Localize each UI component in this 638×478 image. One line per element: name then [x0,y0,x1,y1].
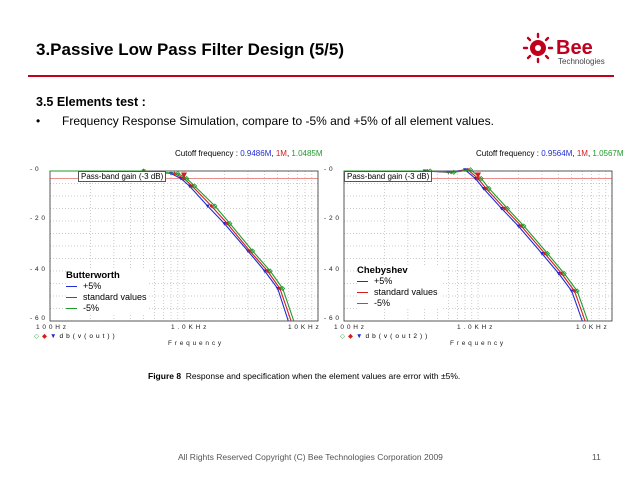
y-tick: - 4 0 [30,266,46,273]
x-tick: 1 . 0 K H z [457,324,493,331]
legend [66,270,148,314]
bee-logo-icon [524,34,552,62]
legend-item: standard values [83,292,147,302]
legend-title: Chebyshev [357,265,408,276]
cutoff-label-butterworth: Cutoff frequency : 0.9486M, 1M, 1.0485M [175,149,323,158]
figure-caption [148,371,460,381]
trace-legend: ◇ ◆ ▼ d b ( v ( o u t ) ) [34,333,116,340]
legend-item: +5% [374,276,393,286]
y-tick: - 2 0 [324,215,340,222]
logo-subtitle: Technologies [558,57,605,66]
cutoff-prefix: Cutoff frequency : [476,149,542,158]
section-heading: 3.5 Elements test : [36,95,146,109]
y-tick: - 6 0 [324,315,340,322]
x-tick: 1 . 0 K H z [171,324,207,331]
legend-item: standard values [374,287,438,297]
title-divider [28,75,614,77]
cutoff-minus5: 1.0567M [592,149,624,158]
trace-legend: ◇ ◆ ▼ d b ( v ( o u t 2 ) ) [340,333,428,340]
legend-swatch-plus5 [357,281,368,282]
legend-item: -5% [374,298,391,308]
x-tick: 1 0 K H z [288,324,320,331]
x-tick: 1 0 K H z [576,324,608,331]
x-tick: 1 0 0 H z [36,324,67,331]
x-axis-label: F r e q u e n c y [450,340,504,347]
legend-swatch-minus5 [66,308,77,309]
figure-label: Figure 8 [148,371,182,381]
chebyshev-chart [322,165,618,345]
y-tick: - 6 0 [30,315,46,322]
legend-swatch-standard [357,292,368,293]
cutoff-prefix: Cutoff frequency : [175,149,241,158]
page-number: 11 [592,452,601,462]
x-tick: 1 0 0 H z [334,324,365,331]
cutoff-std: 1M [275,149,287,158]
cutoff-std: 1M [576,149,588,158]
cutoff-label-chebyshev: Cutoff frequency : 0.9564M, 1M, 1.0567M [476,149,624,158]
footer-copyright: All Rights Reserved Copyright (C) Bee Technologies Corporation 2009 [178,452,443,462]
passband-label: Pass-band gain (-3 dB) [344,171,432,182]
y-tick: - 4 0 [324,266,340,273]
logo-name: Bee [556,37,593,59]
bullet-symbol: • [36,114,41,128]
legend-swatch-standard [66,297,77,298]
y-tick: - 0 [324,166,334,173]
cutoff-plus5: 0.9486M [240,149,272,158]
cutoff-minus5: 1.0485M [291,149,323,158]
legend [357,265,443,309]
y-tick: - 2 0 [30,215,46,222]
page-title: 3.Passive Low Pass Filter Design (5/5) [36,40,345,59]
cutoff-plus5: 0.9564M [541,149,573,158]
legend-swatch-plus5 [66,286,77,287]
bee-technologies-logo [520,28,612,72]
legend-item: -5% [83,303,100,313]
legend-item: +5% [83,281,102,291]
trace-label: d b ( v ( o u t 2 ) ) [365,333,428,340]
legend-title: Butterworth [66,270,120,281]
trace-label: d b ( v ( o u t ) ) [59,333,116,340]
legend-swatch-minus5 [357,303,368,304]
bullet-text: Frequency Response Simulation, compare to -5% and +5% of all element values. [62,114,494,128]
x-axis-label: F r e q u e n c y [168,340,222,347]
y-tick: - 0 [30,166,40,173]
passband-label: Pass-band gain (-3 dB) [78,171,166,182]
figure-caption-text: Response and specification when the element values are error with ±5%. [185,371,461,381]
butterworth-chart [28,165,324,345]
